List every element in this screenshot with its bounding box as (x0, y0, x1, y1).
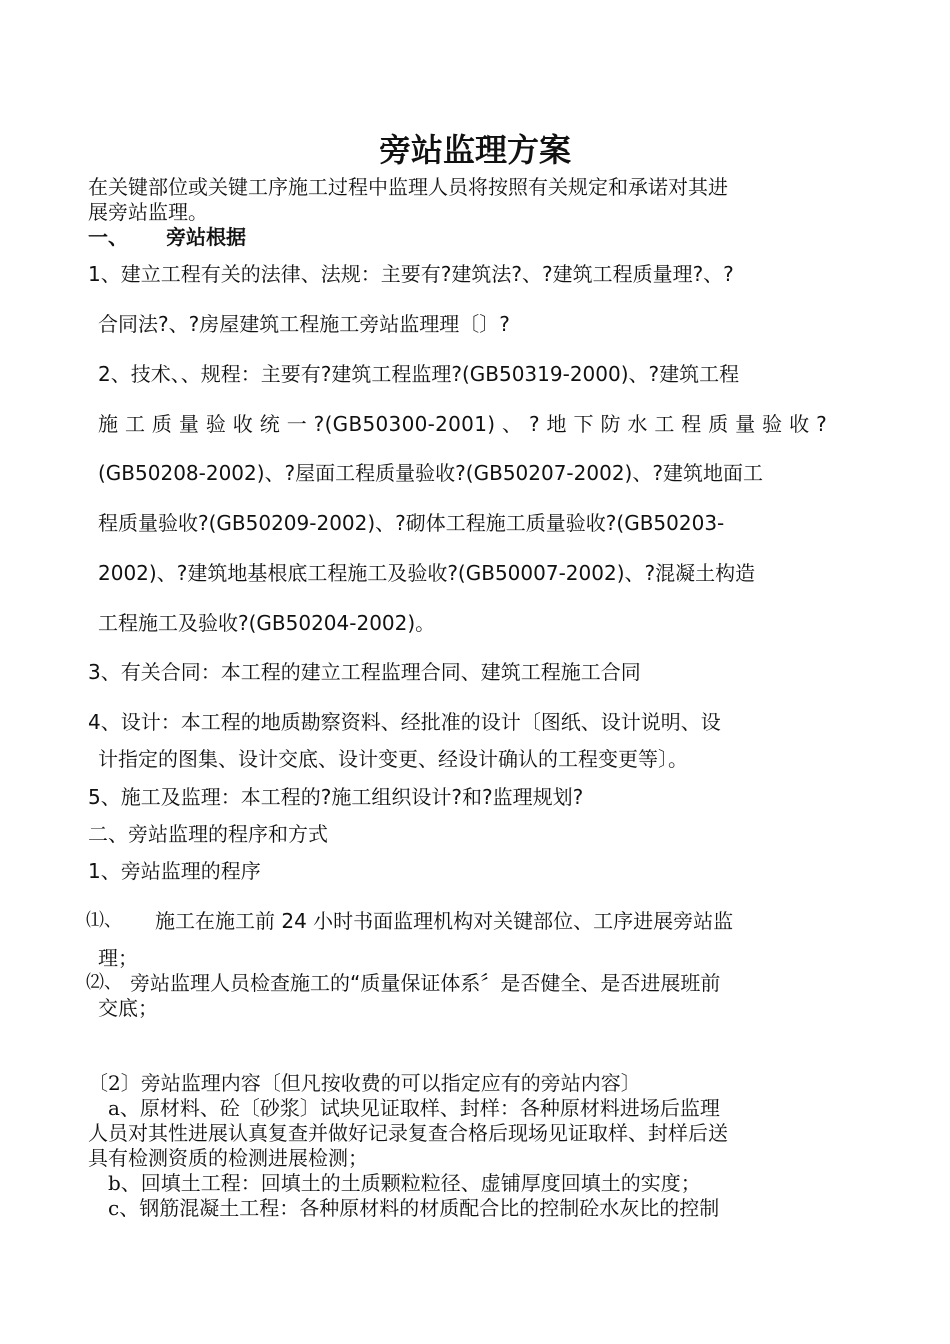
section-2-sub-1: 1、旁站监理的程序 (88, 859, 261, 883)
basis-line-11: 计指定的图集、设计交底、设计变更、经设计确认的工程变更等〕。 (98, 747, 688, 771)
basis-line-12: 5、施工及监理：本工程的?施工组织设计?和?监理规划? (88, 785, 584, 809)
section-1-number: 一、 (88, 225, 128, 249)
procedure-item-1-number: ⑴、 (86, 910, 122, 931)
section-2-heading: 二、旁站监理的程序和方式 (88, 822, 328, 846)
basis-line-8: 工程施工及验收?(GB50204-2002)。 (98, 611, 436, 635)
content-line-6: c、钢筋混凝土工程：各种原材料的材质配合比的控制砼水灰比的控制 (108, 1196, 720, 1220)
basis-line-10: 4、设计：本工程的地质勘察资料、经批准的设计〔图纸、设计说明、设 (88, 710, 721, 734)
intro-line-1: 在关键部位或关键工序施工过程中监理人员将按照有关规定和承诺对其进 (88, 175, 728, 199)
document-title: 旁站监理方案 (378, 131, 571, 169)
section-1-heading: 旁站根据 (166, 225, 246, 249)
basis-line-7: 2002)、?建筑地基根底工程施工及验收?(GB50007-2002)、?混凝土构造 (98, 561, 756, 585)
content-line-3: 人员对其性进展认真复查并做好记录复查合格后现场见证取样、封样后送 (88, 1121, 728, 1145)
content-line-2: a、原材料、砼〔砂浆〕试块见证取样、封样：各种原材料进场后监理 (108, 1096, 720, 1120)
basis-line-5: (GB50208-2002)、?屋面工程质量验收?(GB50207-2002)、?建筑地面工 (98, 461, 763, 485)
basis-line-3: 2、技术、、规程：主要有?建筑工程监理?(GB50319-2000)、?建筑工程 (98, 362, 740, 386)
basis-line-9: 3、有关合同：本工程的建立工程监理合同、建筑工程施工合同 (88, 660, 641, 684)
procedure-item-2-text-cont: 交底； (98, 996, 158, 1020)
content-line-4: 具有检测资质的检测进展检测； (88, 1146, 368, 1170)
procedure-item-2-text: 旁站监理人员检查施工的“质量保证体系〞是否健全、是否进展班前 (130, 971, 721, 995)
content-line-5: b、回填土工程：回填土的土质颗粒粒径、虚铺厚度回填土的实度； (108, 1171, 701, 1195)
basis-line-4: 施 工 质 量 验 收 统 一 ?(GB50300-2001) 、 ? 地 下 防 水 工 程 质 量 验 收 ? (98, 412, 828, 436)
basis-line-1: 1、建立工程有关的法律、法规：主要有?建筑法?、?建筑工程质量理?、? (88, 262, 734, 286)
basis-line-2: 合同法?、?房屋建筑工程施工旁站监理理〔〕? (98, 312, 510, 336)
procedure-item-2-number: ⑵、 (86, 972, 122, 993)
intro-line-2: 展旁站监理。 (88, 200, 208, 224)
procedure-item-1-text-cont: 理； (98, 946, 138, 970)
content-line-1: 〔2〕旁站监理内容〔但凡按收费的可以指定应有的旁站内容〕 (88, 1071, 641, 1095)
procedure-item-1-text: 施工在施工前 24 小时书面监理机构对关键部位、工序进展旁站监 (155, 909, 734, 933)
basis-line-6: 程质量验收?(GB50209-2002)、?砌体工程施工质量验收?(GB50203- (98, 511, 725, 535)
